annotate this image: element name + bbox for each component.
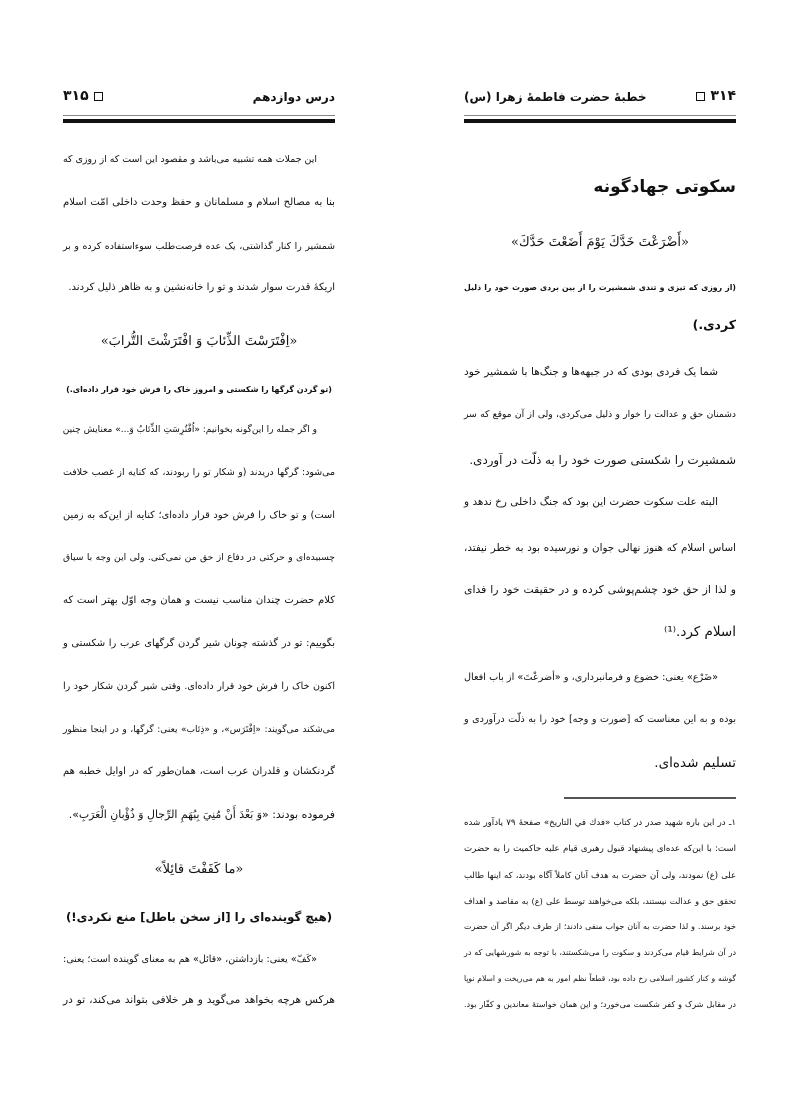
- book-title: خطبهٔ حضرت فاطمهٔ زهرا (س): [464, 90, 647, 104]
- text-heading: سکوتی جهادگونه: [593, 177, 736, 197]
- footnote-line: است: با این‌که عده‌ای پیشنهاد قبول رهبری قیام علیه حاکمیت را به حضرت: [464, 844, 736, 854]
- text-line: «ضَرْع» یعنی: خضوع و فرمانبرداری، و «أضرعْتَ» از باب افعال: [464, 672, 718, 683]
- running-header: [464, 88, 736, 110]
- text-line: اکنون خاک را فرش خود قرار داده‌ای. وقتی شیر گردن شکار خود را: [63, 681, 335, 692]
- footnote-line: علی (ع) نمودند، ولی آن حضرت به هدف آنان کاملاً آگاه بودند، که اینها طالب: [464, 870, 736, 880]
- text-translation: (هیچ گوینده‌ای را [از سخن باطل] منع نکردی!): [65, 910, 333, 924]
- text-line: شمشیرت را شکستی صورت خود را به ذلّت در آوردی.: [469, 453, 736, 467]
- text-line: چسبیده‌ای و حرکتی در دفاع از حق من نمی‌کنی. ولی این وجه با سیاق: [63, 552, 335, 563]
- text-line: البته علت سکوت حضرت این بود که جنگ داخلی رخ ندهد و: [464, 496, 718, 508]
- text-translation: کردی.): [692, 317, 736, 332]
- header-rule-thin: [63, 115, 335, 116]
- page-number: [691, 88, 736, 104]
- text-line: هرکس هرچه بخواهد می‌گوید و هر خلافی بتواند می‌کند، تو در: [63, 994, 335, 1006]
- text-line: اساس اسلام که هنوز نهالی جوان و نورسیده بود به خطر نیفتد،: [464, 542, 736, 554]
- page-number-text: ۳۱۵: [63, 88, 89, 104]
- text-line: است) و تو خاک را فرش خود قرار داده‌ای؛ کنایه از این‌که به زمین: [63, 510, 335, 521]
- footnote-line: ۱ـ در این باره شهید صدر در کتاب «فدك في التاريخ» صفحهٔ ۷۹ یادآور شده: [464, 818, 736, 828]
- footnote-line: خود برسند. و لذا حضرت به آنان جواب منفی دادند؛ از طرف دیگر اگر آن حضرت: [464, 922, 736, 931]
- text-line: فرموده بودند: «وَ بَعْدَ أَنْ مُنِيَ بِبُهَمِ الرِّجالِ وَ ذُؤْبانِ الْعَرَبِ».: [68, 808, 335, 821]
- text-line: می‌شکند می‌گویند: «اِفْتَرَس»، و «ذِئاب» یعنی: گرگها، و در اینجا منظور: [63, 725, 335, 735]
- text-line: اسلام کرد.⁽¹⁾: [663, 624, 736, 640]
- text-translation: (تو گردن گرگها را شکستی و امروز خاک را فرش خود قرار داده‌ای.): [66, 385, 332, 394]
- text-line: بوده و به این معناست که [صورت و وجه] خود را به ذلّت درآوردی و: [464, 714, 736, 725]
- text-arabic-quote: «اِفْتَرَسْتَ الذِّئابَ وَ افْتَرَشْتَ التُّرابَ»: [100, 334, 298, 349]
- footnote-line: در مقابل شرک و کفر شکست می‌خورد؛ و این همان خواستهٔ معاندین و کفّار بود.: [464, 1000, 736, 1009]
- text-line: دشمنان حق و عدالت را خوار و ذلیل می‌کردی، ولی از آن موقع که سر: [464, 409, 736, 420]
- text-arabic-quote: «ما كَفَفْتَ قائِلاً»: [154, 862, 244, 877]
- text-line: بگوییم: تو در گذشته چونان شیر گردن گرگهای عرب را شکستی و: [63, 638, 335, 649]
- footnote-line: گوشه و کنار کشور اسلامی رخ داده بود، قطعاً نظم امور به هم می‌ریخت و اسلام نوپا: [464, 974, 736, 983]
- text-line: می‌شود: گرگها دریدند (و شکار تو را ربودند، که کنایه از غصب خلافت: [63, 467, 335, 478]
- text-line: و لذا از حق خود چشم‌پوشی کرده و در حقیقت خود را فدای: [464, 583, 736, 596]
- text-line: «کَفّ» یعنی: بازداشتن، «قائل» هم به معنای گوینده است؛ یعنی:: [63, 954, 317, 965]
- text-line: اریکهٔ قدرت سوار شدند و تو را خانه‌نشین و به ظاهر ذلیل کردند.: [68, 282, 335, 293]
- square-icon: [94, 92, 103, 101]
- footnote-rule: [564, 797, 736, 799]
- text-translation: (از روزی که تیزی و تندی شمشیرت را از بین بردی صورت خود را ذلیل: [464, 283, 736, 292]
- right-page: [464, 0, 736, 1100]
- text-line: این جملات همه تشبیه می‌باشد و مقصود این است که از روزی که: [62, 154, 317, 165]
- header-rule-thick: [63, 119, 335, 123]
- text-line: و اگر جمله را این‌گونه بخوانیم: «اُفْتُرِسَتِ الذِّئابُ وَ...» معنایش چنین: [62, 425, 317, 435]
- text-line: بنا به مصالح اسلام و مسلمانان و حفظ وحدت داخلی امّت اسلام: [63, 197, 335, 208]
- left-page: [63, 0, 335, 1100]
- text-line: تسلیم شده‌ای.: [654, 755, 736, 771]
- footnote-line: در آن شرایط قیام می‌کردند و سکوت را می‌شکستند، با توجه به شورشهایی که در: [464, 948, 736, 957]
- footnote-line: تحقق حق و عدالت نیستند، بلکه می‌خواهند توسط علی (ع) به مقاصد و اهداف: [464, 896, 736, 906]
- page-number: [63, 88, 108, 104]
- text-arabic-quote: «أَضْرَعْتَ خَدَّكَ يَوْمَ أَضَعْتَ حَدَّكَ»: [510, 235, 689, 250]
- header-rule-thick: [464, 119, 736, 123]
- header-rule-thin: [464, 115, 736, 116]
- chapter-title: درس دوازدهم: [252, 90, 335, 104]
- text-line: شما یک فردی بودی که در جبهه‌ها و جنگ‌ها با شمشیر خود: [464, 366, 718, 378]
- text-line: کلام حضرت چندان مناسب نیست و همان وجه اوّل بهتر است که: [63, 595, 335, 606]
- text-line: گردنکشان و قلدران عرب است، همان‌طور که در اوایل خطبه هم: [63, 766, 335, 777]
- square-icon: [696, 92, 705, 101]
- running-header: [63, 88, 335, 110]
- page-number-text: ۳۱۴: [710, 88, 736, 104]
- text-line: شمشیر را کنار گذاشتی، یک عده فرصت‌طلب سوءاستفاده کرده و بر: [63, 241, 335, 252]
